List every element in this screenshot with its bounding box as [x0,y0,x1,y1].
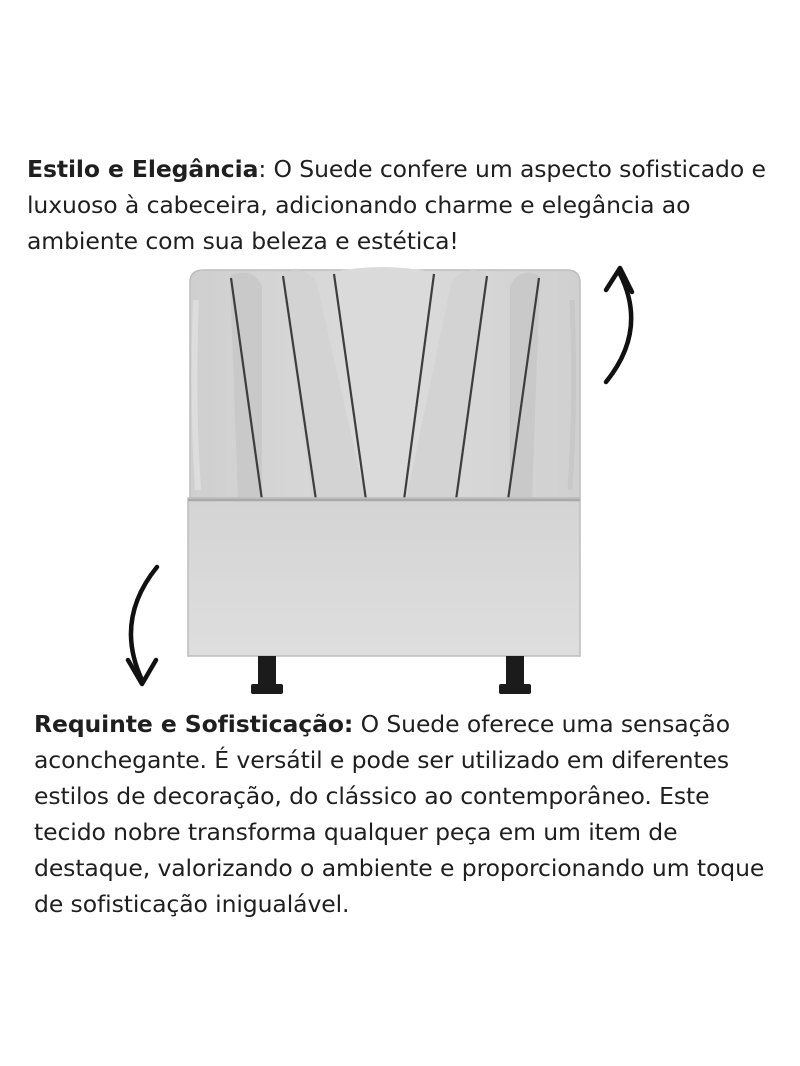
headboard-leg-left [251,656,283,694]
style-elegance-body: O Suede confere um aspecto sofisticado e luxuoso à cabeceira, adicionando charme e elegância ao ambiente com sua beleza e estética! [27,155,766,255]
style-elegance-heading: Estilo e Elegância [27,155,259,183]
refinement-body: O Suede oferece uma sensação aconchegante. É versátil e pode ser utilizado em diferentes estilos de decoração, do clássico ao contemporâneo. Este tecido nobre transforma qualquer peça em um item de destaque, valorizando o ambiente e proporcionando um toque de sofisticação inigualável. [34,710,765,918]
curved-arrow-down-icon [128,567,157,684]
refinement-paragraph [34,706,784,922]
style-elegance-separator: : [258,155,267,183]
headboard-upper-panel [190,267,580,500]
refinement-heading: Requinte e Sofisticação: [34,710,354,738]
headboard-leg-right [499,656,531,694]
curved-arrow-up-icon [606,268,632,382]
headboard-lower-panel [188,498,580,656]
